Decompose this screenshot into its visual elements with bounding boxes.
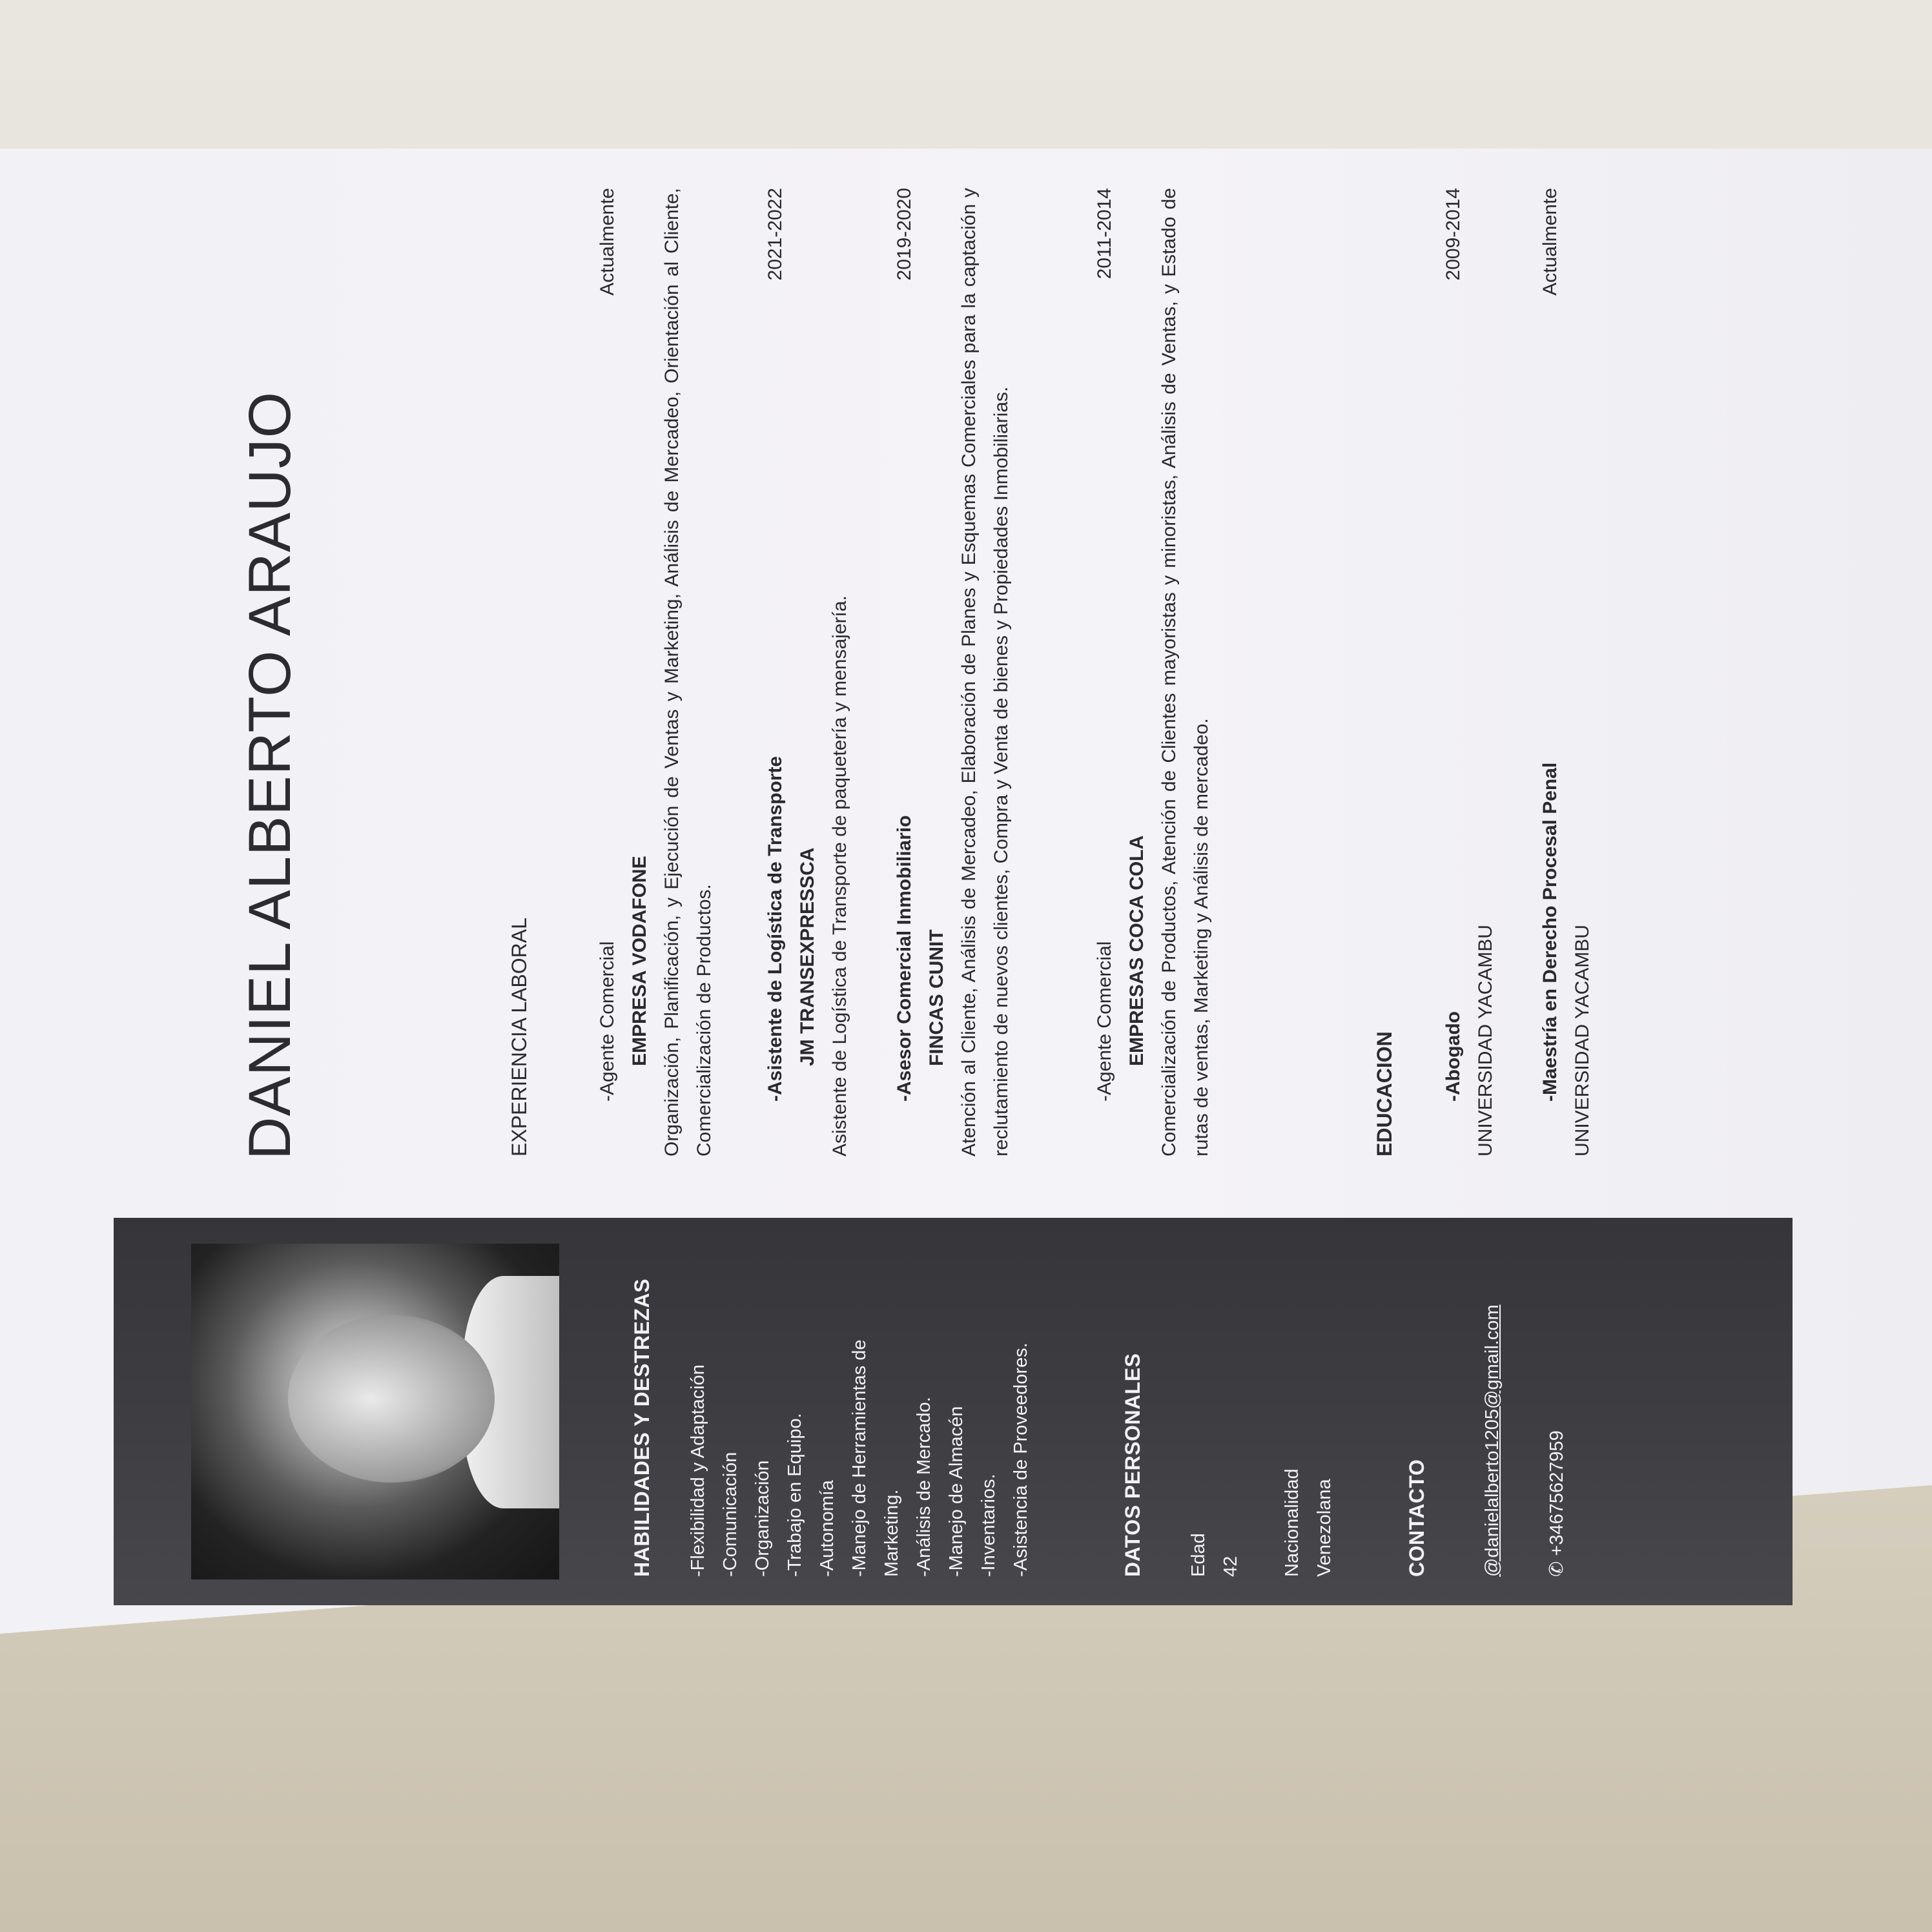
skill-item: -Análisis de Mercado.: [914, 1397, 934, 1577]
skill-item: -Flexibilidad y Adaptación: [688, 1364, 708, 1577]
nationality-label: Nacionalidad: [1282, 1468, 1302, 1577]
skill-item: -Inventarios.: [978, 1474, 999, 1577]
education-school: UNIVERSIDAD YACAMBU: [1572, 925, 1593, 1156]
job-date: 2019-2020: [894, 188, 915, 281]
candidate-name: DANIEL ALBERTO ARAUJO: [237, 391, 303, 1160]
phone-number[interactable]: +34675627959: [1547, 1430, 1567, 1556]
sidebar: [114, 1218, 1793, 1605]
job-description: Organización, Planificación, y Ejecución de Ventas y Marketing, Análisis de Mercadeo, Orientación al Cliente, Comercialización de Productos.: [661, 188, 715, 1156]
nationality-value: Venezolana: [1314, 1479, 1335, 1577]
job-date: 2021-2022: [765, 188, 786, 281]
job-date: 2011-2014: [1094, 188, 1115, 280]
job-description: Atención al Cliente, Análisis de Mercadeo, Elaboración de Planes y Esquemas Comerciales para la captación y reclutamiento de nuevos clientes, Compra y Venta de bienes y Propiedades Inmobiliarias.: [958, 188, 1012, 1156]
personal-data-heading: DATOS PERSONALES: [1121, 1353, 1144, 1577]
job-entry: [889, 188, 1018, 1156]
email-link[interactable]: @danielalberto1205@gmail.com: [1482, 1304, 1503, 1577]
phone-icon: ✆: [1547, 1561, 1567, 1577]
education-heading: EDUCACION: [1373, 1031, 1396, 1156]
job-description: Comercialización de Productos, Atención de Clientes mayoristas y minoristas, Análisis de Ventas, y Estado de rutas de ventas, Marketing y Análisis de mercadeo.: [1158, 188, 1212, 1156]
skill-item: -Manejo de Herramientas de: [849, 1339, 870, 1577]
education-degree: -Abogado: [1443, 1011, 1464, 1102]
education-entry: [1437, 188, 1502, 1156]
job-role: -Asesor Comercial Inmobiliario: [894, 815, 915, 1102]
skill-item: -Asistencia de Proveedores.: [1011, 1342, 1031, 1577]
skill-item: -Comunicación: [720, 1452, 741, 1577]
job-entry: [759, 188, 856, 1156]
experience-heading: EXPERIENCIA LABORAL: [508, 918, 531, 1156]
skill-item: -Manejo de Almacén: [946, 1406, 967, 1577]
job-description: Asistente de Logística de Transporte de paquetería y mensajería.: [829, 595, 850, 1156]
education-degree: -Maestría en Derecho Procesal Penal: [1539, 762, 1561, 1102]
job-role: -Agente Comercial: [597, 941, 618, 1102]
job-entry: [1089, 188, 1218, 1156]
skill-item: -Autonomía: [817, 1480, 838, 1577]
nationality-block: [1276, 1468, 1341, 1577]
age-label: Edad: [1188, 1533, 1209, 1577]
job-role: -Asistente de Logística de Transporte: [765, 755, 786, 1102]
skill-item: Marketing.: [881, 1489, 902, 1577]
job-role: -Agente Comercial: [1094, 941, 1115, 1102]
photo-face: [288, 1315, 495, 1483]
education-school: UNIVERSIDAD YACAMBU: [1475, 925, 1496, 1156]
profile-photo: [191, 1244, 559, 1579]
contact-heading: CONTACTO: [1405, 1459, 1428, 1577]
age-block: [1182, 1533, 1247, 1577]
phone-row: [1541, 1430, 1573, 1577]
job-date: Actualmente: [597, 188, 618, 296]
job-company: FINCAS CUNIT: [926, 929, 947, 1066]
job-company: EMPRESAS COCA COLA: [1126, 835, 1147, 1066]
job-company: EMPRESA VODAFONE: [629, 856, 650, 1066]
skill-item: -Trabajo en Equipo.: [785, 1413, 805, 1577]
education-entry: [1534, 188, 1599, 1156]
education-date: 2009-2014: [1443, 188, 1464, 281]
age-value: 42: [1220, 1556, 1241, 1577]
resume-page: [30, 127, 1902, 1805]
job-company: JM TRANSEXPRESSCA: [797, 847, 818, 1066]
skills-heading: HABILIDADES Y DESTREZAS: [630, 1279, 653, 1577]
skills-list: [682, 1339, 1037, 1577]
skill-item: -Organización: [752, 1460, 773, 1577]
job-entry: [591, 188, 721, 1156]
education-date: Actualmente: [1539, 188, 1561, 296]
